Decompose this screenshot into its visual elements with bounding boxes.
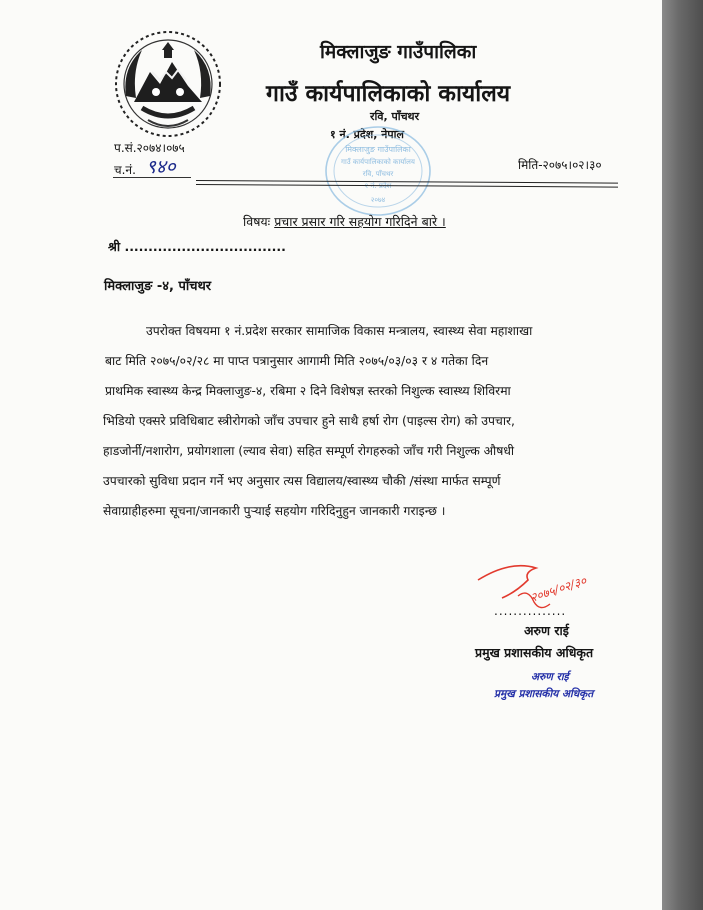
office-stamp-line4: १ नं. प्रदेश (364, 182, 392, 190)
office-stamp-line3: रवि, पाँचथर (362, 170, 394, 178)
subject-label: विषयः (243, 214, 271, 229)
nepal-emblem-icon (112, 28, 224, 140)
office-stamp-line1: मिक्लाजुङ गाउँपालिका (345, 145, 411, 154)
body-line-3: प्राथमिक स्वास्थ्य केन्द्र मिक्लाजुङ-४, रबिमा २ दिने विशेषज्ञ स्तरको निशुल्क स्वास्थ्य शिविरमा (105, 384, 511, 398)
signer-name: अरुण राई (524, 623, 569, 638)
dispatch-number-underline (113, 177, 191, 178)
subject-line (243, 213, 446, 230)
reference-number: प.सं.२०७४।०७५ (114, 141, 185, 155)
office-name: गाउँ कार्यपालिकाको कार्यालय (266, 81, 511, 107)
dispatch-number-handwritten: ९४० (146, 156, 176, 178)
signer-stamp-name: अरुण राई (531, 671, 569, 683)
subject-text: प्रचार प्रसार गरि सहयोग गरिदिने बारे । (274, 214, 446, 229)
body-line-2: बाट मिति २०७५/०२/२८ मा पाप्त पत्रानुसार आगामी मिति २०७५/०३/०३ र ४ गतेका दिन (105, 354, 489, 368)
recipient-salutation: श्री .................................. (108, 239, 286, 254)
recipient-address: मिक्लाजुङ -४, पाँचथर (104, 279, 212, 294)
office-stamp (322, 122, 434, 220)
office-place: रवि, पाँचथर (370, 110, 420, 123)
municipality-name: मिक्लाजुङ गाउँपालिका (320, 41, 477, 63)
signature-dots: ............... (494, 604, 567, 618)
body-line-4: भिडियो एक्सरे प्रविधिबाट स्त्रीरोगको जाँच उपचार हुने साथै हर्षा रोग (पाइल्स रोग) को उपचार, (103, 414, 515, 428)
body-line-7: सेवाग्राहीहरुमा सूचना/जानकारी पुऱ्याई सहयोग गरिदिनुहुन जानकारी गराइन्छ । (103, 504, 446, 518)
body-line-1: उपरोक्त विषयमा १ नं.प्रदेश सरकार सामाजिक विकास मन्त्रालय, स्वास्थ्य सेवा महाशाखा (146, 324, 533, 338)
signer-title: प्रमुख प्रशासकीय अधिकृत (475, 645, 594, 660)
body-line-6: उपचारको सुविधा प्रदान गर्ने भए अनुसार त्यस विद्यालय/स्वास्थ्य चौकी /संस्था मार्फत सम्पूर्ण (103, 474, 501, 488)
signature-date-handwritten: २०७५/०२/३० (528, 573, 589, 605)
letter-date: मिति-२०७५।०२।३० (518, 158, 602, 172)
dispatch-number-label: च.नं. (114, 163, 136, 177)
office-province: १ नं. प्रदेश, नेपाल (330, 128, 404, 141)
body-line-5: हाडजोर्नी/नशारोग, प्रयोगशाला (ल्याव सेवा) सहित सम्पूर्ण रोगहरुको जाँच गरी निशुल्क औषधी (103, 444, 515, 458)
signer-stamp-title: प्रमुख प्रशासकीय अधिकृत (494, 688, 594, 700)
office-stamp-line5: २०७४ (370, 196, 386, 204)
office-stamp-line2: गाउँ कार्यपालिकाको कार्यालय (341, 158, 415, 166)
scan-edge (662, 0, 703, 910)
